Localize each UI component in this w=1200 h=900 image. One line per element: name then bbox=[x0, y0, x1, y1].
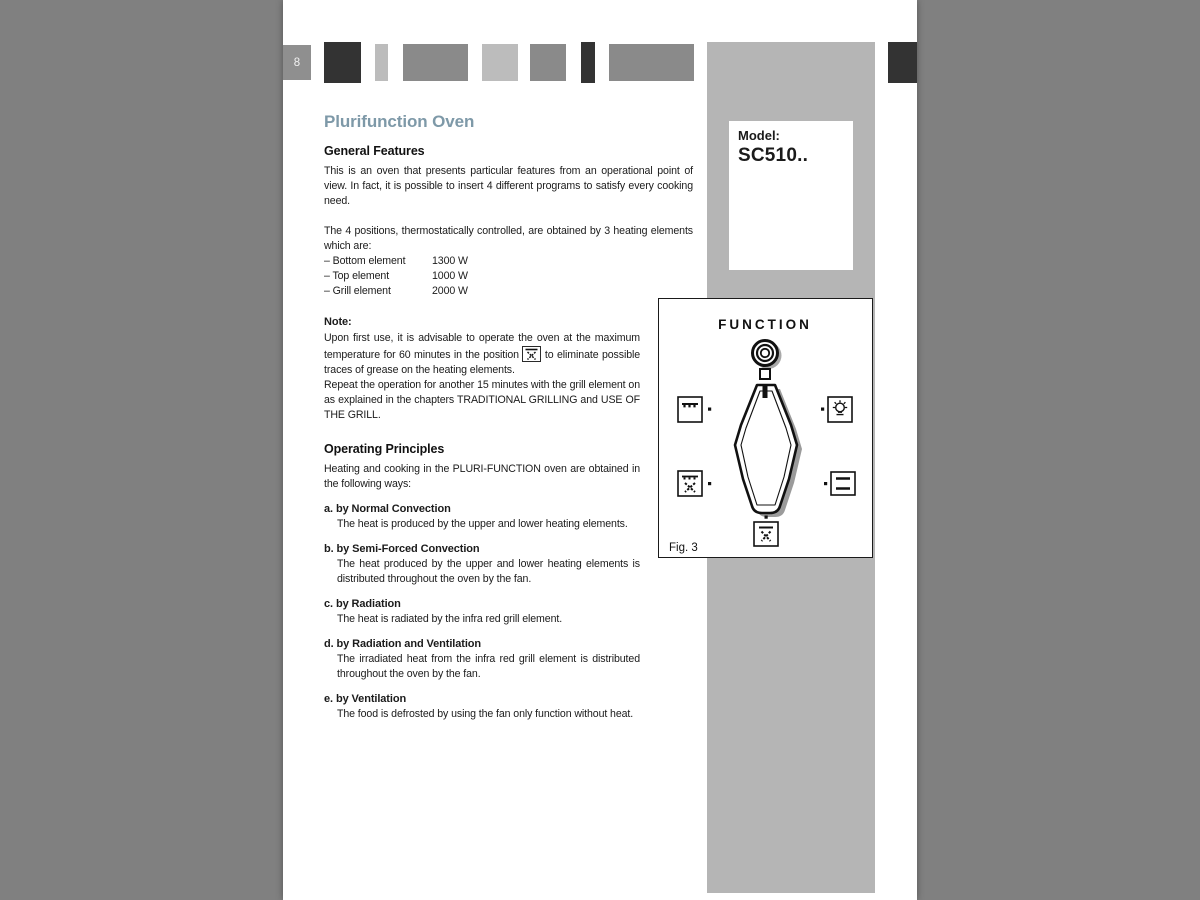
principle-title-text: by Normal Convection bbox=[335, 503, 451, 515]
grill-element-icon bbox=[678, 397, 702, 422]
knob-top-marker bbox=[760, 369, 770, 379]
principle-title bbox=[324, 542, 640, 557]
principle-item bbox=[324, 692, 640, 722]
principle-title bbox=[324, 692, 640, 707]
function-diagram bbox=[658, 298, 873, 558]
principle-item bbox=[324, 597, 640, 627]
position-dot bbox=[824, 482, 827, 485]
figure-caption: Fig. 3 bbox=[669, 542, 698, 554]
note-section bbox=[324, 315, 640, 423]
principle-label: d. bbox=[324, 638, 334, 650]
page-number-label: 8 bbox=[293, 56, 301, 69]
decorative-block bbox=[888, 42, 917, 83]
list-item bbox=[324, 254, 693, 269]
note-heading: Note: bbox=[324, 316, 352, 328]
principle-title bbox=[324, 502, 640, 517]
decorative-block bbox=[324, 42, 361, 83]
list-item bbox=[324, 269, 693, 284]
principle-body: The irradiated heat from the infra red grill element is distributed throughout the oven by the fan. bbox=[337, 653, 640, 680]
principle-title bbox=[324, 637, 640, 652]
principle-item bbox=[324, 542, 640, 587]
decorative-block bbox=[581, 42, 595, 83]
model-value: SC510.. bbox=[738, 145, 809, 166]
general-features-heading: General Features bbox=[324, 144, 425, 158]
principle-title-text: by Ventilation bbox=[335, 693, 407, 705]
note-text: to eliminate possible traces of grease on the heating elements. bbox=[324, 349, 641, 376]
indicator-light-icon bbox=[753, 341, 782, 370]
decorative-block bbox=[530, 44, 566, 81]
principle-title-text: by Semi-Forced Convection bbox=[336, 543, 480, 555]
position-dot bbox=[765, 516, 768, 519]
decorative-block bbox=[375, 44, 388, 81]
operating-principles-heading: Operating Principles bbox=[324, 442, 445, 456]
element-label: – Top element bbox=[324, 270, 390, 282]
principle-body: The heat is produced by the upper and lower heating elements. bbox=[337, 518, 628, 530]
element-label: – Bottom element bbox=[324, 255, 406, 267]
principle-title-text: by Radiation and Ventilation bbox=[336, 638, 482, 650]
position-dot bbox=[708, 482, 711, 485]
position-dot bbox=[708, 408, 711, 411]
principle-item bbox=[324, 637, 640, 682]
principle-title bbox=[324, 597, 640, 612]
fan-with-line-icon bbox=[754, 522, 778, 546]
figure-title: FUNCTION bbox=[718, 317, 812, 332]
principle-body: The food is defrosted by using the fan only function without heat. bbox=[337, 708, 634, 720]
principle-label: b. bbox=[324, 543, 334, 555]
paragraph: This is an oven that presents particular features from an operational point of view. In fact, it is possible to insert 4 different programs to satisfy every cooking need. bbox=[324, 165, 693, 207]
decorative-block bbox=[403, 44, 468, 81]
function-knob bbox=[735, 385, 802, 517]
principle-body: The heat is radiated by the infra red grill element. bbox=[337, 613, 563, 625]
decorative-block bbox=[609, 44, 694, 81]
paragraph: The 4 positions, thermostatically controlled, are obtained by 3 heating elements which are: bbox=[324, 225, 693, 252]
fan-with-line-icon bbox=[522, 346, 541, 362]
element-wattage: 2000 W bbox=[432, 285, 468, 297]
main-text-column bbox=[324, 112, 693, 722]
page-number bbox=[283, 45, 311, 80]
operating-principles-section bbox=[324, 442, 640, 722]
page-title: Plurifunction Oven bbox=[324, 112, 475, 131]
principle-body: The heat produced by the upper and lower heating elements is distributed throughout the oven by the fan. bbox=[337, 558, 640, 585]
element-wattage: 1300 W bbox=[432, 255, 468, 267]
element-wattage: 1000 W bbox=[432, 270, 468, 282]
model-label: Model: bbox=[738, 128, 780, 143]
manual-page bbox=[283, 0, 917, 900]
position-dot bbox=[821, 408, 824, 411]
note-text: Upon first use, it is advisable to operate the oven at the maximum temperature for 60 minutes in the position bbox=[324, 332, 640, 361]
principle-label: e. bbox=[324, 693, 333, 705]
principle-label: a. bbox=[324, 503, 333, 515]
oven-lamp-icon bbox=[828, 397, 852, 422]
list-item bbox=[324, 284, 693, 299]
element-label: – Grill element bbox=[324, 285, 391, 297]
model-box bbox=[729, 121, 853, 270]
paragraph bbox=[324, 331, 640, 378]
paragraph: Heating and cooking in the PLURI-FUNCTION oven are obtained in the following ways: bbox=[324, 463, 640, 490]
principle-item bbox=[324, 502, 640, 532]
principle-label: c. bbox=[324, 598, 333, 610]
grill-and-fan-icon bbox=[678, 471, 702, 496]
principle-title-text: by Radiation bbox=[335, 598, 401, 610]
top-bottom-element-icon bbox=[831, 472, 855, 495]
decorative-block bbox=[482, 44, 518, 81]
heating-elements-list bbox=[324, 224, 693, 299]
paragraph: Repeat the operation for another 15 minutes with the grill element on as explained in the chapters TRADITIONAL GRILLING and USE OF THE GRILL. bbox=[324, 379, 640, 421]
